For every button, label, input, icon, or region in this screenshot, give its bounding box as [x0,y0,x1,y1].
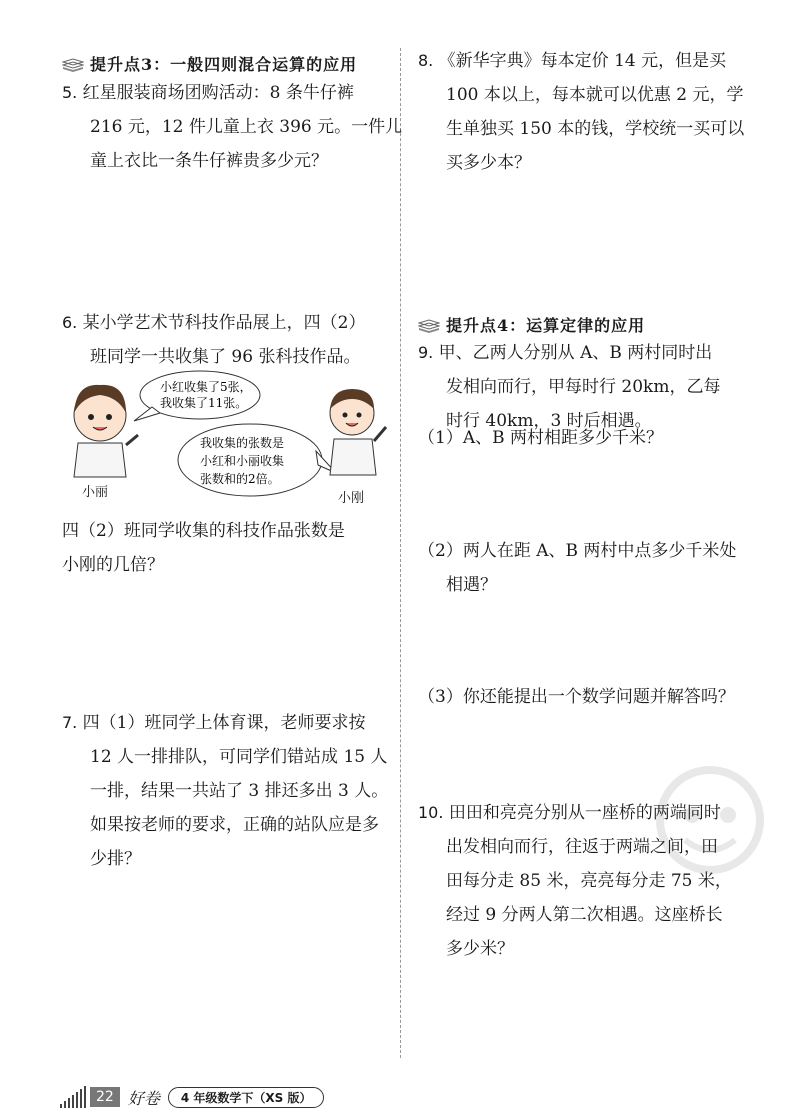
bubble-text: 张数和的2倍。 [200,472,280,486]
section-heading-3 [62,52,357,75]
question-text: 童上衣比一条牛仔裤贵多少元？ [90,151,328,171]
speech-bubble-boy [178,424,336,496]
question-6-ask [62,514,345,582]
page-footer [60,1084,324,1110]
book-stack-icon [62,57,84,71]
question-text: 如果按老师的要求，正确的站队应是多 [90,815,379,835]
section-heading-text: 提升点4：运算定律的应用 [446,316,646,335]
section-heading-text: 提升点3：一般四则混合运算的应用 [90,55,358,74]
question-text: 一排，结果一共站了 3 排还多出 3 人。 [90,781,389,801]
question-9-part-2 [418,534,736,602]
question-text: 时行 40km，3 时后相遇。 [446,411,652,431]
question-text: 田每分走 85 米，亮亮每分走 75 米， [446,871,732,891]
question-text: （2）两人在距 A、B 两村中点多少千米处 [418,541,737,561]
question-text: 班同学一共收集了 96 张科技作品。 [90,347,361,367]
question-text: 216 元，12 件儿童上衣 396 元。一件儿 [90,117,403,137]
page-number: 22 [90,1087,120,1107]
question-number: 6. [62,313,78,332]
question-number: 10. [418,803,444,822]
question-text: 相遇？ [446,575,497,595]
girl-illustration [74,385,138,477]
question-text: 12 人一排排队，可同学们错站成 15 人 [90,747,388,767]
question-text: 出发相向而行，往返于两端之间，田 [446,837,718,857]
question-number: 8. [418,51,434,70]
bubble-text: 小红和小丽收集 [200,454,285,468]
illustration-children [60,365,390,515]
footer-bars-icon [60,1086,86,1108]
bubble-text: 我收集了11张。 [160,396,248,410]
question-text: 100 本以上，每本就可以优惠 2 元，学 [446,85,744,105]
question-text: 《新华字典》每本定价 14 元，但是买 [438,51,727,71]
name-label-girl: 小丽 [82,485,109,500]
question-text: 红星服装商场团购活动：8 条牛仔裤 [82,83,354,103]
brand-logo: 好卷 [127,1088,160,1108]
question-text: 小刚的几倍？ [62,555,164,575]
section-heading-4 [418,313,645,336]
question-text: 买多少本？ [446,153,531,173]
question-5 [62,76,402,178]
question-text: 某小学艺术节科技作品展上，四（2） [82,313,366,333]
question-number: 7. [62,713,78,732]
question-text: 经过 9 分两人第二次相遇。这座桥长 [446,905,723,925]
question-text: 发相向而行，甲每时行 20km，乙每 [446,377,721,397]
question-text: 田田和亮亮分别从一座桥的两端同时 [448,803,721,823]
speech-bubble-girl [134,371,260,421]
question-text: 甲、乙两人分别从 A、B 两村同时出 [438,343,713,363]
book-stack-icon [418,318,440,332]
question-number: 5. [62,83,78,102]
question-text: 少排？ [90,849,141,869]
question-9-part-3: （3）你还能提出一个数学问题并解答吗？ [418,687,735,707]
question-text: 多少米？ [446,939,514,959]
question-7 [62,706,388,876]
question-9-part-1: （1）A、B 两村相距多少千米？ [418,428,663,448]
name-label-boy: 小刚 [338,491,365,506]
column-divider [400,48,401,1058]
bubble-text: 我收集的张数是 [200,436,285,450]
question-number: 9. [418,343,434,362]
question-text: 四（2）班同学收集的科技作品张数是 [62,521,345,541]
boy-illustration [330,389,386,475]
question-8 [418,44,744,180]
question-text: 四（1）班同学上体育课，老师要求按 [82,713,366,733]
question-6 [62,306,366,374]
book-title: 4 年级数学下（XS 版） [168,1087,325,1108]
question-text: 生单独买 150 本的钱，学校统一买可以 [446,119,745,139]
bubble-text: 小红收集了5张， [160,380,252,394]
watermark-logo [640,760,780,1090]
